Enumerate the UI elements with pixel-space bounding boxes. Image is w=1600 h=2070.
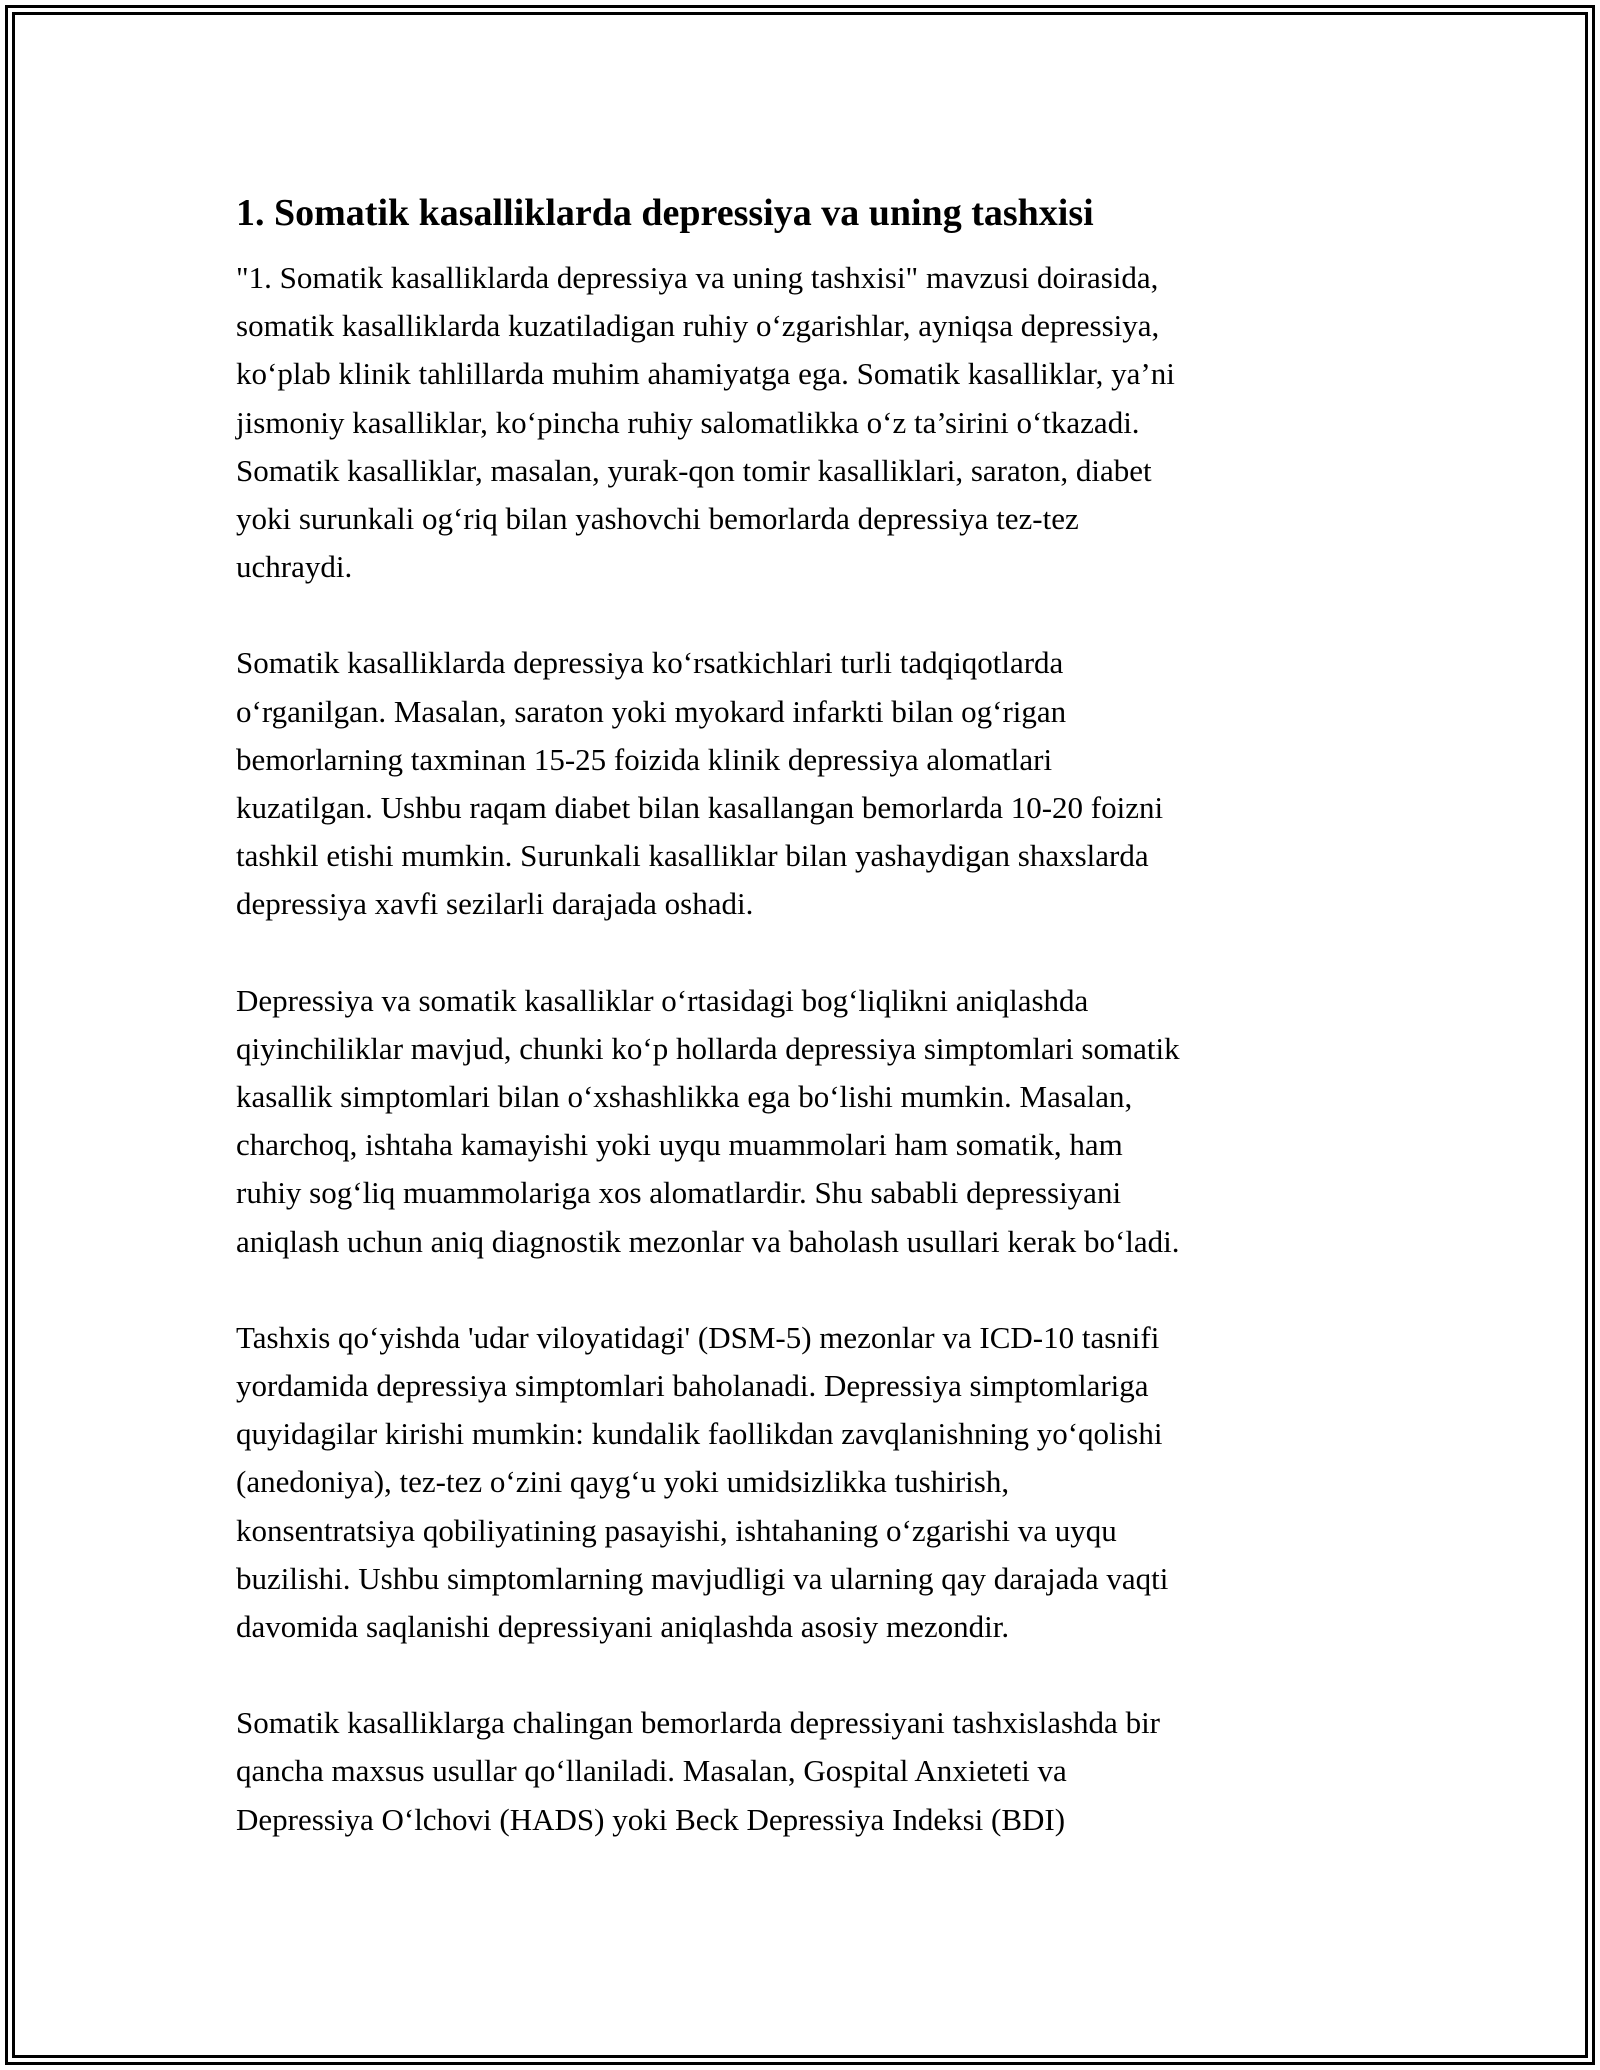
paragraph-assessment-methods: Somatik kasalliklarga chalingan bemorlarda depressiyani tashxislashda bir qancha maxsus usullar qo‘llaniladi. Masalan, Gospital Anxieteti va Depressiya O‘lchovi (HADS) yoki Beck Depressiya Indeksi (BDI) [236, 1705, 1161, 1837]
paragraph-diagnostic-challenges: Depressiya va somatik kasalliklar o‘rtasidagi bog‘liqlikni aniqlashda qiyinchiliklar mavjud, chunki ko‘p hollarda depressiya simptomlari somatik kasallik simptomlari bilan o‘xshashlikka ega bo‘lishi mumkin. Masalan, charchoq, ishtaha kamayishi yoki uyqu muammolari ham somatik, ham ruhiy sog‘liq muammolariga xos alomatlardir. Shu sababli depressiyani aniqlash uchun aniq diagnostik mezonlar va baholash usullari kerak bo‘ladi. [236, 982, 1180, 1259]
document-body [236, 188, 1366, 1892]
paragraph-diagnostic-criteria: Tashxis qo‘yishda 'udar viloyatidagi' (DSM-5) mezonlar va ICD-10 tasnifi yordamida depressiya simptomlari baholanadi. Depressiya simptomlariga quyidagilar kirishi mumkin: kundalik faollikdan zavqlanishning yo‘qolishi (anedoniya), tez-tez o‘zini qayg‘u yoki umidsizlikka tushirish, konsentratsiya qobiliyatining pasayishi, ishtahaning o‘zgarishi va uyqu buzilishi. Ushbu simptomlarning mavjudligi va ularning qay darajada vaqti davomida saqlanishi depressiyani aniqlashda asosiy mezondir. [236, 1319, 1169, 1645]
paragraph-prevalence: Somatik kasalliklarda depressiya ko‘rsatkichlari turli tadqiqotlarda o‘rganilgan. Masalan, saraton yoki myokard infarkti bilan og‘rigan bemorlarning taxminan 15-25 foizida klinik depressiya alomatlari kuzatilgan. Ushbu raqam diabet bilan kasallangan bemorlarda 10-20 foizni tashkil etishi mumkin. Surunkali kasalliklar bilan yashaydigan shaxslarda depressiya xavfi sezilarli darajada oshadi. [236, 645, 1164, 922]
page-title: 1. Somatik kasalliklarda depressiya va uning tashxisi [236, 192, 1094, 234]
paragraph-intro: "1. Somatik kasalliklarda depressiya va uning tashxisi" mavzusi doirasida, somatik kasalliklarda kuzatiladigan ruhiy o‘zgarishlar, ayniqsa depressiya, ko‘plab klinik tahlillarda muhim ahamiyatga ega. Somatik kasalliklar, ya’ni jismoniy kasalliklar, ko‘pincha ruhiy salomatlikka o‘z ta’sirini o‘tkazadi. Somatik kasalliklar, masalan, yurak-qon tomir kasalliklari, saraton, diabet yoki surunkali og‘riq bilan yashovchi bemorlarda depressiya tez-tez uchraydi. [236, 260, 1175, 585]
